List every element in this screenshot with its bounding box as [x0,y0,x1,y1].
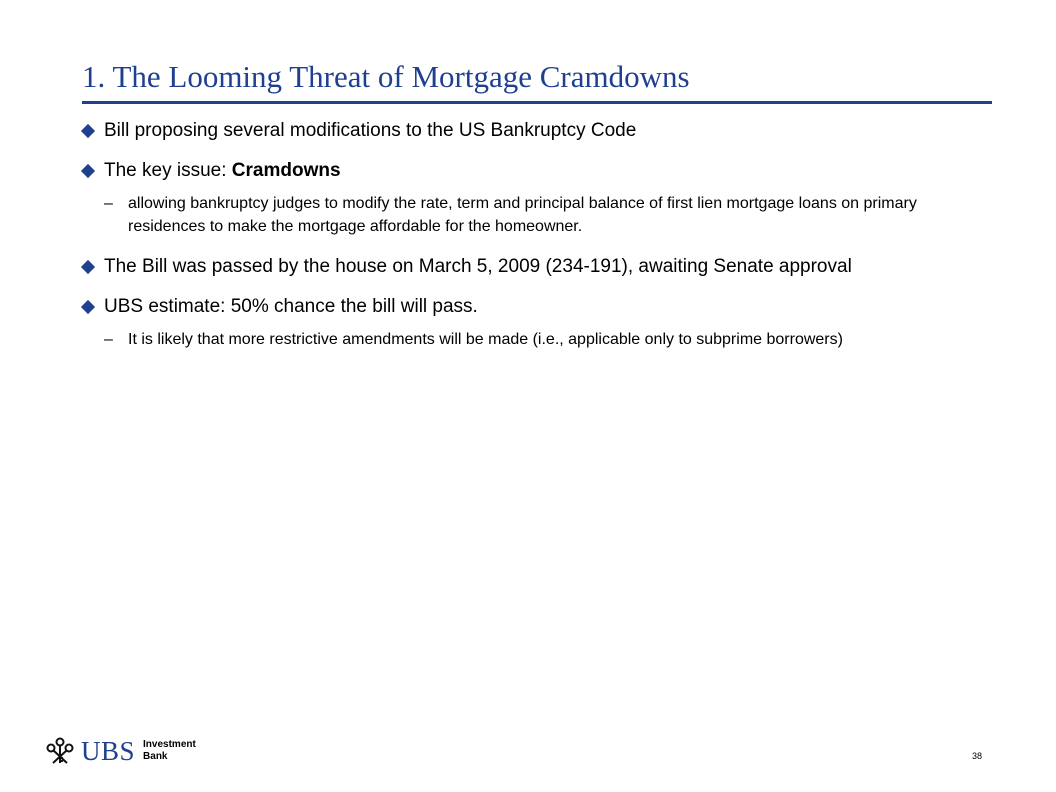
title-underline [82,101,992,104]
bullet-item [80,158,990,184]
page-title: 1. The Looming Threat of Mortgage Cramdowns [82,59,690,94]
bullet-text: The Bill was passed by the house on March 5, 2009 (234-191), awaiting Senate approval [104,256,852,277]
bullet-text: The key issue: [104,160,232,181]
bullet-item [80,254,990,280]
three-keys-icon [45,736,75,766]
diamond-bullet-icon [81,164,95,178]
sub-bullet-item [80,192,990,238]
investment-bank-label [143,739,196,763]
page-number: 38 [972,751,983,761]
diamond-bullet-icon [81,260,95,274]
bullet-item [80,294,990,320]
dash-marker: – [104,195,113,212]
sub-bullet-text: allowing bankruptcy judges to modify the rate, term and principal balance of first lien mortgage loans on primary residences to make the mortgage affordable for the homeowner. [128,195,917,235]
ubs-logo [45,733,196,769]
logo-line-1: Investment [143,739,196,750]
bullet-text: UBS estimate: 50% chance the bill will pass. [104,296,478,317]
logo-line-2: Bank [143,751,168,762]
diamond-bullet-icon [81,124,95,138]
bullet-bold-text: Cramdowns [231,160,341,181]
sub-bullet-item [80,328,990,351]
bullet-item [80,118,990,144]
dash-marker: – [104,331,113,348]
slide-content [80,118,990,367]
sub-bullet-text: It is likely that more restrictive amendments will be made (i.e., applicable only to subprime borrowers) [128,331,843,348]
ubs-wordmark: UBS [81,735,136,766]
bullet-text: Bill proposing several modifications to the US Bankruptcy Code [104,120,637,141]
diamond-bullet-icon [81,300,95,314]
